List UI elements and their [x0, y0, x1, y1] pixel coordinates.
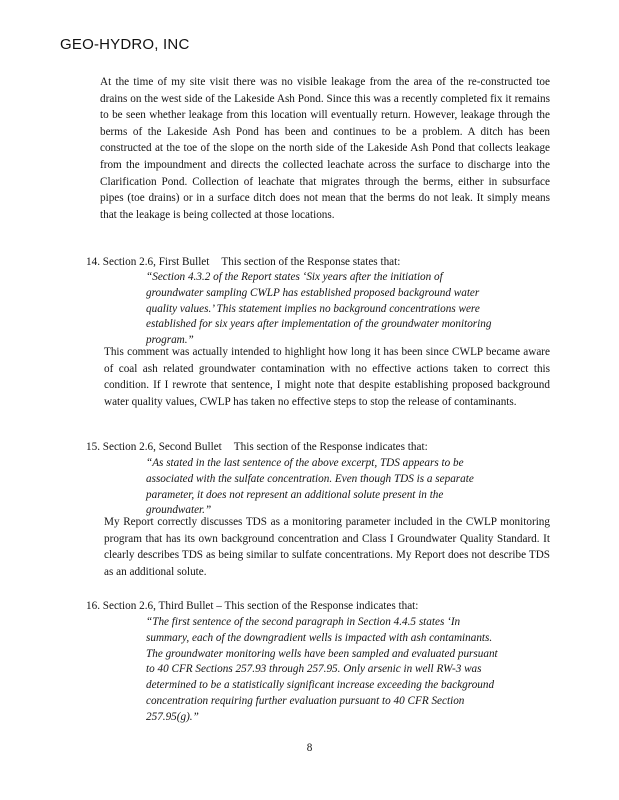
page-number: 8	[306, 742, 313, 754]
item-intro: This section of the Response indicates that:	[233, 441, 428, 453]
item-16-heading	[86, 598, 418, 615]
item-14-response: This comment was actually intended to highlight how long it has been since CWLP became aware of coal ash related groundwater contamination with no effective actions taken to correct this condition. If I rewrote that sentence, I might note that despite establishing proposed background water quality values, CWLP has taken no effective steps to stop the release of contaminants.	[104, 346, 550, 408]
item-16-quote: “The first sentence of the second paragraph in Section 4.4.5 states ‘In summary, each of the downgradient wells is impacted with ash contaminants. The groundwater monitoring wells have been sampled and evaluated pursuant to 40 CFR Sections 257.93 through 257.95. Only arsenic in well RW-3 was determined to be a statistically significant increase exceeding the background concentration requiring further evaluation pursuant to 40 CFR Section 257.95(g).”	[146, 616, 498, 723]
item-14-heading	[86, 254, 400, 271]
item-15-quote: “As stated in the last sentence of the above excerpt, TDS appears to be associated with the sulfate concentration. Even though TDS is a separate parameter, it does not represent an additional solute present in the groundwater.”	[146, 457, 474, 517]
item-15-heading	[86, 439, 428, 456]
item-intro: This section of the Response states that:	[221, 256, 401, 268]
item-number: 16.	[86, 600, 100, 612]
intro-paragraph: At the time of my site visit there was no visible leakage from the area of the re-constructed toe drains on the west side of the Lakeside Ash Pond. Since this was a recently completed fix it remains to be seen whether leakage from this location will eventually return. However, leakage through the berms of the Lakeside Ash Pond has been and continues to be a problem. A ditch has been constructed at the toe of the slope on the north side of the Lakeside Ash Pond that collects leakage from the impoundment and directs the collected leachate across the surface to discharge into the Clarification Pond. Collection of leachate that migrates through the berms, either in subsurface pipes (toe drains) or in a surface ditch does not mean that the berms do not leak. It simply means that the leakage is being collected at those locations.	[100, 76, 550, 221]
item-number: 15.	[86, 441, 100, 453]
page-header-company: GEO-HYDRO, INC	[60, 36, 190, 53]
item-section: Section 2.6, Third Bullet –	[102, 600, 222, 612]
item-section: Section 2.6, Second Bullet	[102, 441, 222, 453]
item-section: Section 2.6, First Bullet	[102, 256, 210, 268]
item-15-response: My Report correctly discusses TDS as a monitoring parameter included in the CWLP monitoring program that has its own background concentration and Class I Groundwater Quality Standard. It clearly describes TDS as being similar to sulfate concentrations. My Report does not describe TDS as an additional solute.	[104, 516, 550, 578]
item-14-quote: “Section 4.3.2 of the Report states ‘Six years after the initiation of groundwater sampling CWLP has established proposed background water quality values.’ This statement implies no background concentrations were established for six years after implementation of the groundwater monitoring program.”	[146, 271, 492, 347]
item-intro: This section of the Response indicates that:	[224, 600, 419, 612]
item-number: 14.	[86, 256, 100, 268]
